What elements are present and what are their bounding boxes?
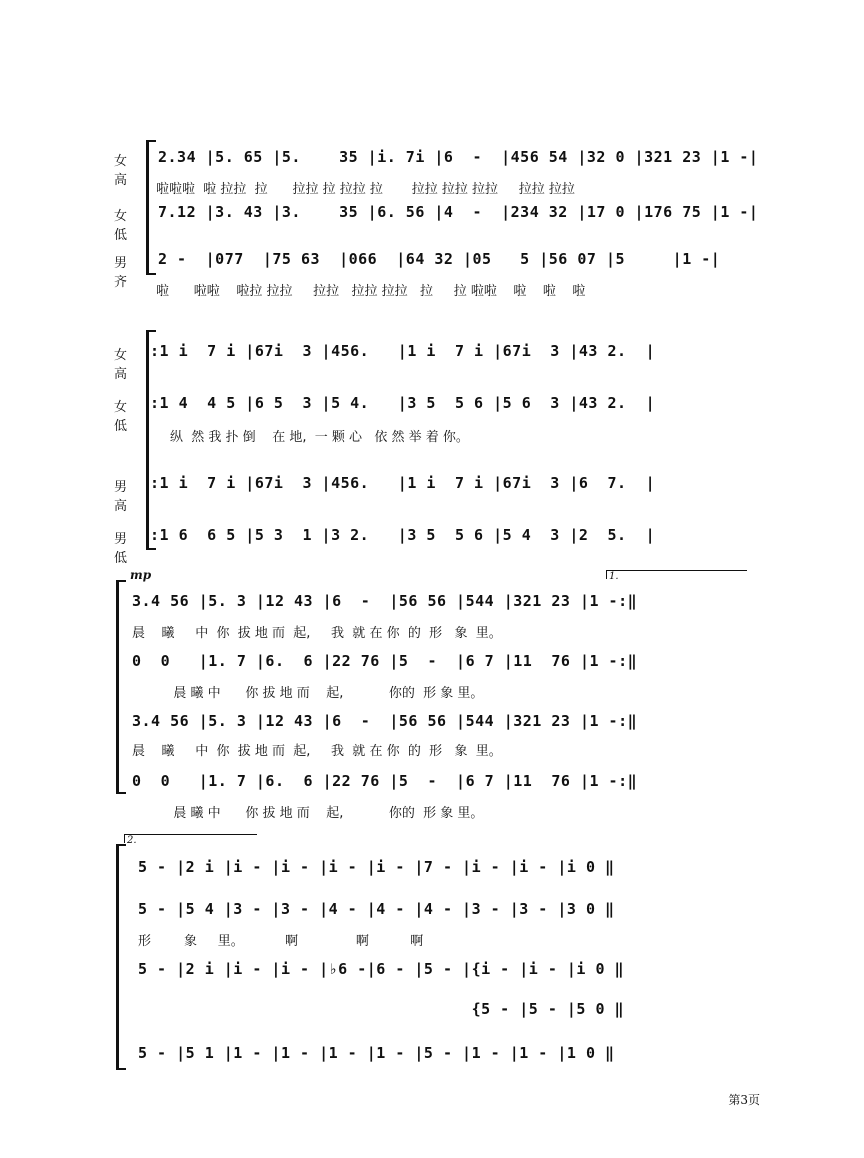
staff-lyrics: 晨 曦 中 你 拔 地 而 起, 我 就 在 你 的 形 象 里。 [132,626,502,641]
first-ending-bracket: 1. [606,570,747,579]
staff-notes: 3.4 56 |5. 3 |12 43 |6 - |56 56 |544 |321 23 |1 -:‖ [132,592,638,610]
system-1-bracket [146,140,149,275]
staff-notes: 5 - |5 1 |1 - |1 - |1 - |1 - |5 - |1 - |1 - |1 0 ‖ [138,1044,615,1062]
voice-label-soprano: 女高 [114,154,128,188]
system-4-bracket [116,844,119,1070]
second-ending-bracket: 2. [124,834,257,843]
voice-label-soprano: 女高 [114,348,128,382]
staff-notes: 5 - |5 4 |3 - |3 - |4 - |4 - |4 - |3 - |3 - |3 0 ‖ [138,900,615,918]
staff-notes: 7.12 |3. 43 |3. 35 |6. 56 |4 - |234 32 |17 0 |176 75 |1 -| [158,203,759,221]
system-3-bracket [116,580,119,794]
staff-lyrics: 形 象 里。 啊 啊 啊 [138,934,424,949]
staff-notes: 5 - |2 i |i - |i - |i - |i - |7 - |i - |i - |i 0 ‖ [138,858,615,876]
staff-lyrics: 晨 曦 中 你 拔 地 而 起, 我 就 在 你 的 形 象 里。 [132,744,502,759]
voice-label-tenor: 男高 [114,480,128,514]
staff-lyrics: 啦 啦啦 啦拉 拉拉 拉拉 拉拉 拉拉 拉 拉 啦啦 啦 啦 啦 [156,284,586,299]
staff-notes: 2 - |077 |75 63 |066 |64 32 |05 5 |56 07 |5 |1 -| [158,250,721,268]
voice-label-alto: 女低 [114,209,128,243]
staff-notes: :1 i 7 i |67i 3 |456. |1 i 7 i |67i 3 |43 2. | [150,342,656,360]
staff-lyrics: 纵 然 我 扑 倒 在 地, 一 颗 心 依 然 举 着 你。 [170,430,469,445]
staff-notes: 5 - |2 i |i - |i - |♭6 -|6 - |5 - |{i - |i - |i 0 ‖ [138,960,625,978]
staff-lyrics: 晨 曦 中 你 拔 地 而 起, 你的 形 象 里。 [132,806,484,821]
staff-notes: :1 6 6 5 |5 3 1 |3 2. |3 5 5 6 |5 4 3 |2 5. | [150,526,656,544]
staff-notes: 2.34 |5. 65 |5. 35 |i. 7i |6 - |456 54 |32 0 |321 23 |1 -| [158,148,759,166]
system-2-bracket [146,330,149,550]
staff-lyrics: 晨 曦 中 你 拔 地 而 起, 你的 形 象 里。 [132,686,484,701]
voice-label-men-unison: 男齐 [114,256,128,290]
voice-label-bass: 男低 [114,532,128,566]
page-number: 第3页 [728,1093,760,1107]
staff-notes: {5 - |5 - |5 0 ‖ [138,1000,625,1018]
dynamic-marking: mp [130,568,152,582]
staff-notes: 0 0 |1. 7 |6. 6 |22 76 |5 - |6 7 |11 76 |1 -:‖ [132,772,638,790]
staff-notes: :1 i 7 i |67i 3 |456. |1 i 7 i |67i 3 |6 7. | [150,474,656,492]
staff-lyrics: 啦啦啦 啦 拉拉 拉 拉拉 拉 拉拉 拉 拉拉 拉拉 拉拉 拉拉 拉拉 [156,182,575,197]
staff-notes: 3.4 56 |5. 3 |12 43 |6 - |56 56 |544 |321 23 |1 -:‖ [132,712,638,730]
voice-label-alto: 女低 [114,400,128,434]
staff-notes: 0 0 |1. 7 |6. 6 |22 76 |5 - |6 7 |11 76 |1 -:‖ [132,652,638,670]
staff-notes: :1 4 4 5 |6 5 3 |5 4. |3 5 5 6 |5 6 3 |43 2. | [150,394,656,412]
